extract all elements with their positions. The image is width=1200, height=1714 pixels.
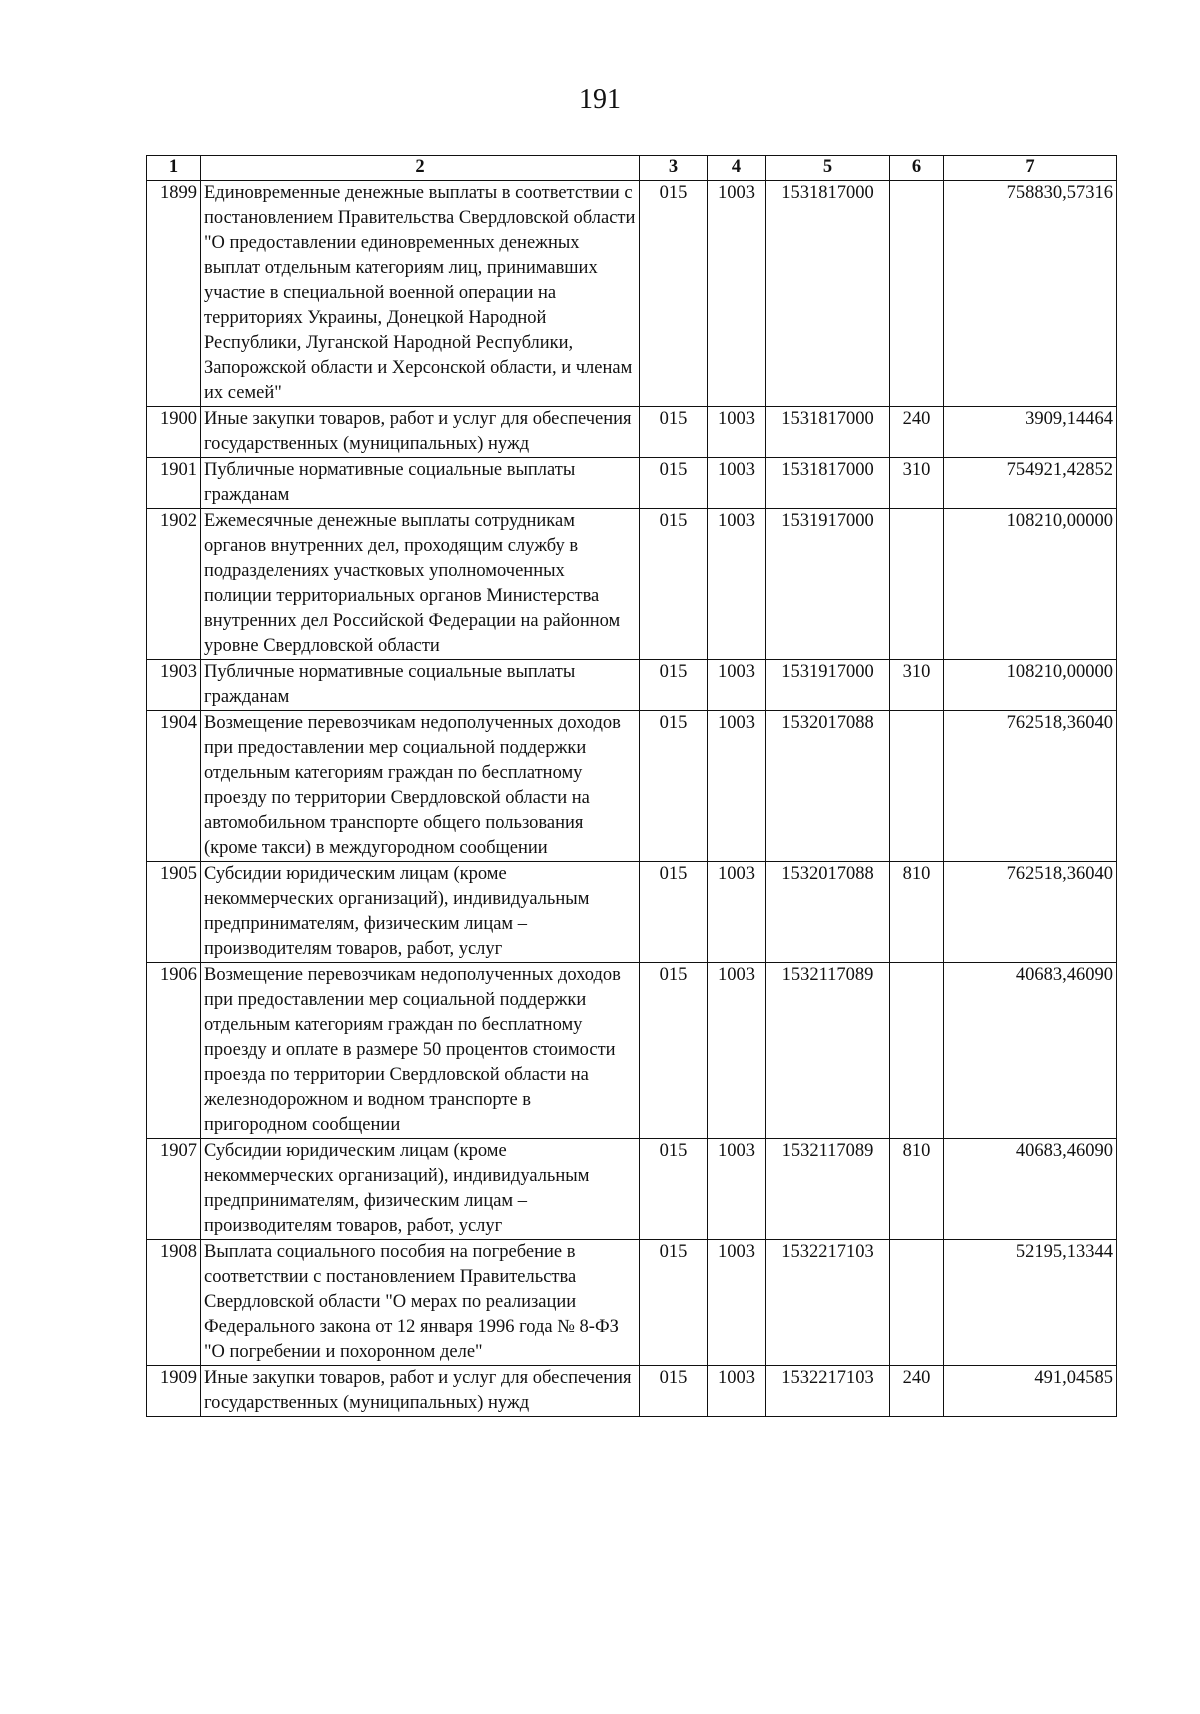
table-row xyxy=(147,509,1117,660)
row-name: Выплата социального пособия на погребение в соответствии с постановлением Правительства Свердловской области "О мерах по реализации Федерального закона от 12 января 1996 года № 8-ФЗ "О погребении и похоронном деле" xyxy=(201,1240,640,1366)
row-number: 1899 xyxy=(147,181,201,407)
row-code-5: 1532217103 xyxy=(766,1366,890,1417)
row-code-3: 015 xyxy=(640,1139,708,1240)
row-code-3: 015 xyxy=(640,862,708,963)
row-name: Единовременные денежные выплаты в соответствии с постановлением Правительства Свердловской области "О предоставлении единовременных денежных выплат отдельным категориям лиц, принимавших участие в специальной военной операции на территориях Украины, Донецкой Народной Республики, Луганской Народной Республики, Запорожской области и Херсонской области, и членам их семей" xyxy=(201,181,640,407)
row-sum: 40683,46090 xyxy=(944,1139,1117,1240)
row-name: Субсидии юридическим лицам (кроме некоммерческих организаций), индивидуальным предпринимателям, физическим лицам – производителям товаров, работ, услуг xyxy=(201,862,640,963)
row-sum: 108210,00000 xyxy=(944,660,1117,711)
row-name: Иные закупки товаров, работ и услуг для обеспечения государственных (муниципальных) нужд xyxy=(201,407,640,458)
row-number: 1905 xyxy=(147,862,201,963)
row-code-4: 1003 xyxy=(708,458,766,509)
row-sum: 758830,57316 xyxy=(944,181,1117,407)
row-code-4: 1003 xyxy=(708,1139,766,1240)
row-code-5: 1532117089 xyxy=(766,963,890,1139)
table-row xyxy=(147,862,1117,963)
row-code-6: 310 xyxy=(890,660,944,711)
row-name: Возмещение перевозчикам недополученных доходов при предоставлении мер социальной поддержки отдельным категориям граждан по бесплатному проезду по территории Свердловской области на автомобильном транспорте общего пользования (кроме такси) в междугородном сообщении xyxy=(201,711,640,862)
row-code-6: 810 xyxy=(890,862,944,963)
row-code-3: 015 xyxy=(640,1240,708,1366)
table-row xyxy=(147,1139,1117,1240)
row-number: 1903 xyxy=(147,660,201,711)
row-number: 1902 xyxy=(147,509,201,660)
row-number: 1901 xyxy=(147,458,201,509)
table-row xyxy=(147,711,1117,862)
column-header: 6 xyxy=(890,156,944,181)
row-code-6: 310 xyxy=(890,458,944,509)
row-code-5: 1531817000 xyxy=(766,458,890,509)
row-sum: 754921,42852 xyxy=(944,458,1117,509)
row-name: Ежемесячные денежные выплаты сотрудникам органов внутренних дел, проходящим службу в подразделениях участковых уполномоченных полиции территориальных органов Министерства внутренних дел Российской Федерации на районном уровне Свердловской области xyxy=(201,509,640,660)
table-row xyxy=(147,963,1117,1139)
row-code-3: 015 xyxy=(640,407,708,458)
table-row xyxy=(147,181,1117,407)
row-code-4: 1003 xyxy=(708,711,766,862)
row-code-4: 1003 xyxy=(708,862,766,963)
row-code-5: 1532017088 xyxy=(766,862,890,963)
row-number: 1908 xyxy=(147,1240,201,1366)
row-sum: 491,04585 xyxy=(944,1366,1117,1417)
row-code-3: 015 xyxy=(640,458,708,509)
row-number: 1909 xyxy=(147,1366,201,1417)
row-code-4: 1003 xyxy=(708,509,766,660)
row-code-6: 240 xyxy=(890,1366,944,1417)
row-code-4: 1003 xyxy=(708,660,766,711)
row-sum: 762518,36040 xyxy=(944,711,1117,862)
row-sum: 108210,00000 xyxy=(944,509,1117,660)
row-name: Публичные нормативные социальные выплаты гражданам xyxy=(201,458,640,509)
row-code-3: 015 xyxy=(640,660,708,711)
column-header: 7 xyxy=(944,156,1117,181)
row-name: Иные закупки товаров, работ и услуг для обеспечения государственных (муниципальных) нужд xyxy=(201,1366,640,1417)
row-name: Публичные нормативные социальные выплаты гражданам xyxy=(201,660,640,711)
row-code-3: 015 xyxy=(640,181,708,407)
row-code-5: 1532017088 xyxy=(766,711,890,862)
row-sum: 3909,14464 xyxy=(944,407,1117,458)
table-header-row xyxy=(147,156,1117,181)
row-code-4: 1003 xyxy=(708,1366,766,1417)
column-header: 3 xyxy=(640,156,708,181)
row-code-6 xyxy=(890,963,944,1139)
row-code-6 xyxy=(890,509,944,660)
row-name: Возмещение перевозчикам недополученных доходов при предоставлении мер социальной поддержки отдельным категориям граждан по бесплатному проезду и оплате в размере 50 процентов стоимости проезда по территории Свердловской области на железнодорожном и водном транспорте в пригородном сообщении xyxy=(201,963,640,1139)
row-code-3: 015 xyxy=(640,963,708,1139)
row-code-5: 1531817000 xyxy=(766,407,890,458)
row-code-5: 1532217103 xyxy=(766,1240,890,1366)
column-header: 5 xyxy=(766,156,890,181)
budget-table xyxy=(146,155,1117,1417)
row-code-3: 015 xyxy=(640,711,708,862)
column-header: 2 xyxy=(201,156,640,181)
row-number: 1906 xyxy=(147,963,201,1139)
row-number: 1900 xyxy=(147,407,201,458)
row-code-4: 1003 xyxy=(708,1240,766,1366)
column-header: 4 xyxy=(708,156,766,181)
table-row xyxy=(147,1240,1117,1366)
row-name: Субсидии юридическим лицам (кроме некоммерческих организаций), индивидуальным предпринимателям, физическим лицам – производителям товаров, работ, услуг xyxy=(201,1139,640,1240)
row-code-6: 240 xyxy=(890,407,944,458)
row-code-5: 1531817000 xyxy=(766,181,890,407)
table-row xyxy=(147,660,1117,711)
row-code-3: 015 xyxy=(640,1366,708,1417)
row-code-5: 1531917000 xyxy=(766,660,890,711)
row-sum: 52195,13344 xyxy=(944,1240,1117,1366)
row-code-4: 1003 xyxy=(708,181,766,407)
row-sum: 762518,36040 xyxy=(944,862,1117,963)
row-code-6 xyxy=(890,181,944,407)
row-code-3: 015 xyxy=(640,509,708,660)
row-code-6: 810 xyxy=(890,1139,944,1240)
row-code-4: 1003 xyxy=(708,407,766,458)
row-number: 1904 xyxy=(147,711,201,862)
row-code-6 xyxy=(890,1240,944,1366)
row-code-4: 1003 xyxy=(708,963,766,1139)
row-code-5: 1531917000 xyxy=(766,509,890,660)
row-number: 1907 xyxy=(147,1139,201,1240)
column-header: 1 xyxy=(147,156,201,181)
table-row xyxy=(147,1366,1117,1417)
table-row xyxy=(147,458,1117,509)
row-code-6 xyxy=(890,711,944,862)
row-sum: 40683,46090 xyxy=(944,963,1117,1139)
row-code-5: 1532117089 xyxy=(766,1139,890,1240)
page-number: 191 xyxy=(579,84,621,115)
table-row xyxy=(147,407,1117,458)
